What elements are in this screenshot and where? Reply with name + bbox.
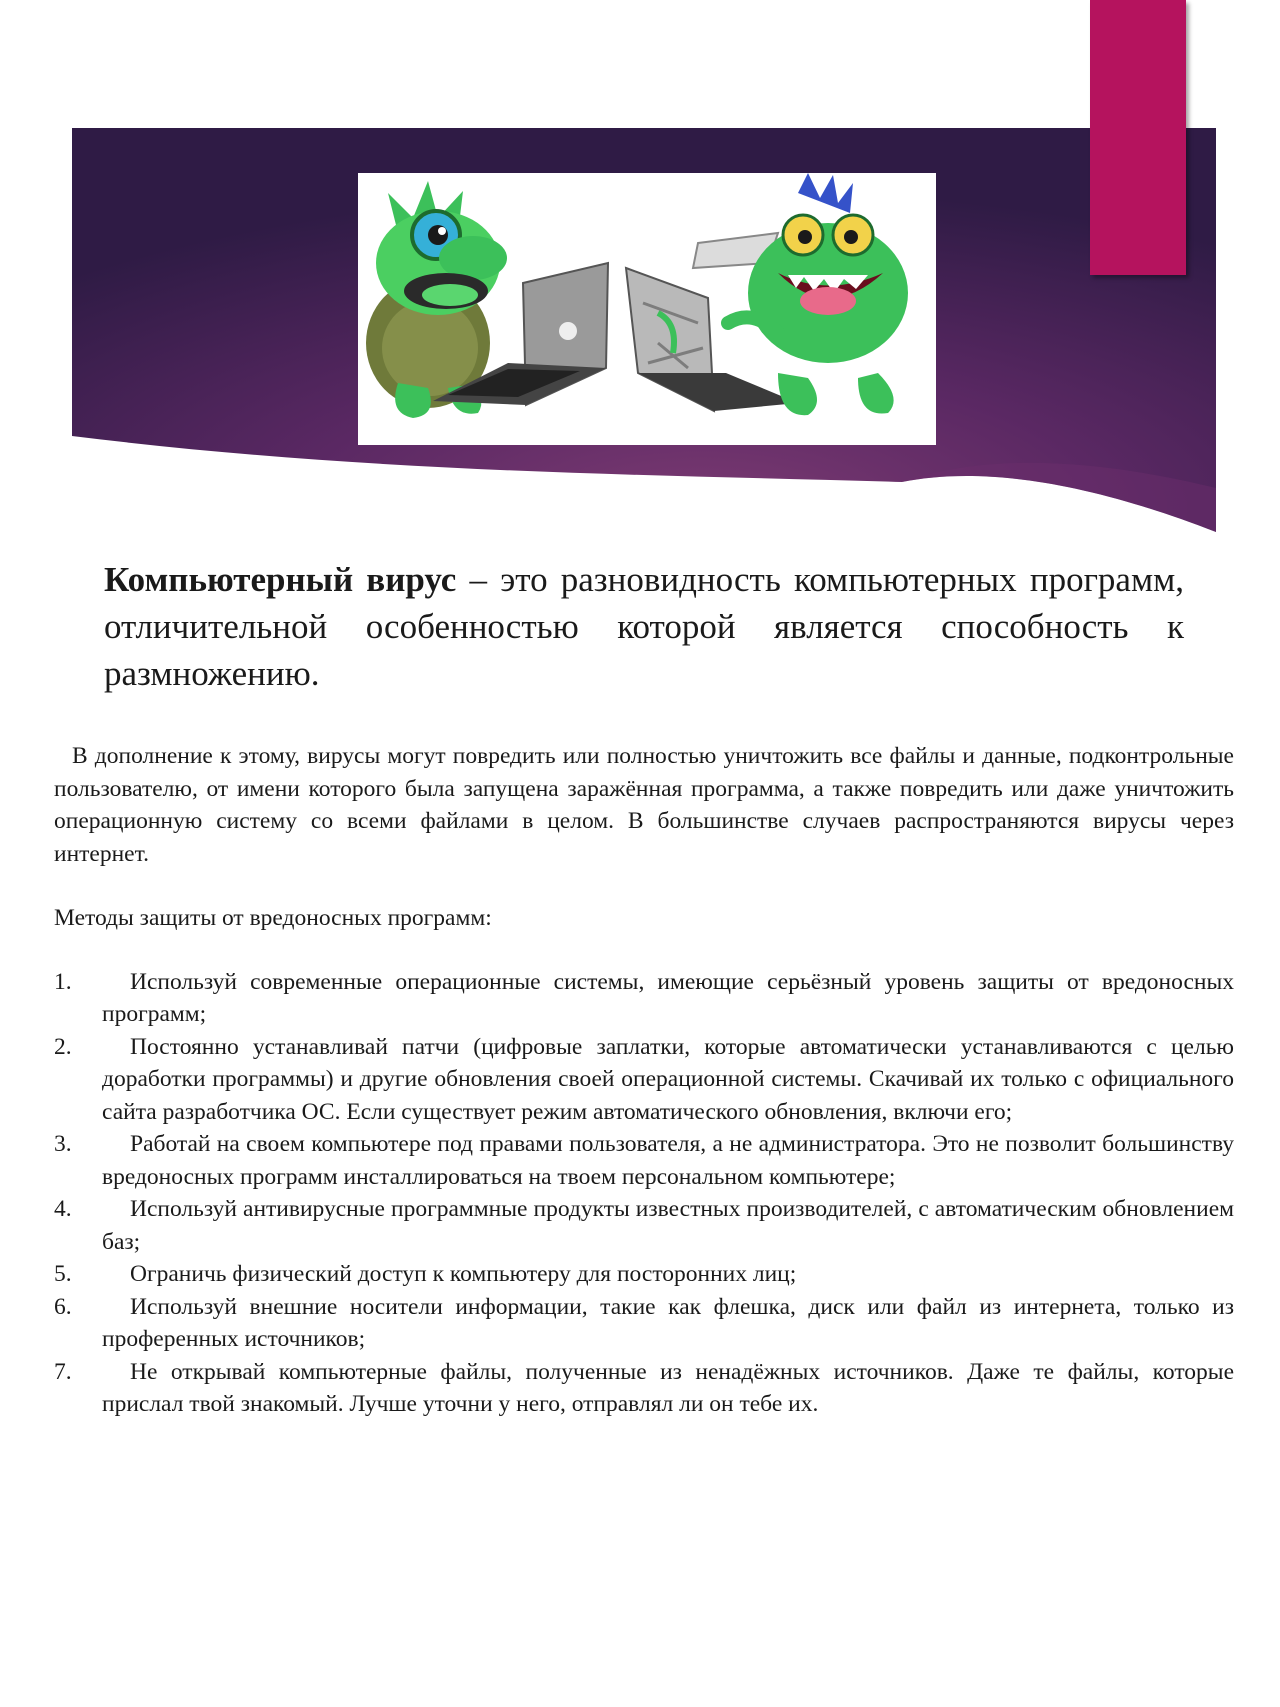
green-punk-monster-icon — [728, 173, 908, 415]
list-item — [54, 966, 1234, 1031]
list-item-text: Используй внешние носители информации, такие как флешка, диск или файл из интернета, только из проференных источников; — [102, 1293, 1234, 1352]
list-item-number: 7. — [54, 1358, 72, 1385]
accent-bar — [1090, 0, 1186, 275]
list-item — [54, 1258, 1234, 1291]
list-item — [54, 1356, 1234, 1421]
body-text — [54, 740, 1234, 1421]
list-item — [54, 1291, 1234, 1356]
list-item-number: 4. — [54, 1196, 72, 1222]
definition-text: это разновидность компьютерных программ, отличительной особенностью которой является способность к размножению. — [104, 560, 1185, 693]
list-item — [54, 1031, 1234, 1129]
list-item-number: 6. — [54, 1293, 72, 1320]
list-item-text: Используй антивирусные программные продукты известных производителей, с автоматическим обновлением баз; — [102, 1196, 1234, 1255]
list-item-text: Используй современные операционные системы, имеющие серьёзный уровень защиты от вредоносных программ; — [102, 968, 1234, 1027]
virus-monsters-illustration — [358, 173, 936, 445]
list-item-text: Ограничь физический доступ к компьютеру для посторонних лиц; — [130, 1261, 797, 1287]
list-item-text: Постоянно устанавливай патчи (цифровые заплатки, которые автоматически устанавливаются с целью доработки программы) и другие обновления своей операционной системы. Скачивай их только с официального сайта разработчика ОС. Если существует режим автоматического обновления, включи его; — [102, 1033, 1234, 1125]
list-item-number: 1. — [54, 968, 72, 995]
intro-paragraph: В дополнение к этому, вирусы могут повредить или полностью уничтожить все файлы и данные, подконтрольные пользователю, от имени которого была запущена заражённая программа, а также повредить или даже уничтожить операционную систему со всеми файлами в целом. В большинстве случаев распространяются вирусы через интернет. — [54, 743, 1234, 867]
list-item-text: Не открывай компьютерные файлы, полученные из ненадёжных источников. Даже те файлы, которые прислал твой знакомый. Лучше уточни у него, отправлял ли он тебе их. — [102, 1358, 1234, 1417]
list-item-text: Работай на своем компьютере под правами пользователя, а не администратора. Это не позволит большинству вредоносных программ инсталлироваться на твоем персональном компьютере; — [102, 1131, 1234, 1190]
definition-dash: – — [456, 560, 501, 599]
list-item — [54, 1128, 1234, 1193]
definition-term: Компьютерный вирус — [104, 560, 457, 599]
list-item-number: 3. — [54, 1131, 72, 1157]
list-item — [54, 1193, 1234, 1258]
methods-list — [54, 966, 1234, 1421]
methods-heading: Методы защиты от вредоносных программ: — [54, 905, 492, 931]
list-item-number: 2. — [54, 1033, 72, 1060]
definition-paragraph — [104, 556, 1184, 697]
list-item-number: 5. — [54, 1261, 72, 1287]
